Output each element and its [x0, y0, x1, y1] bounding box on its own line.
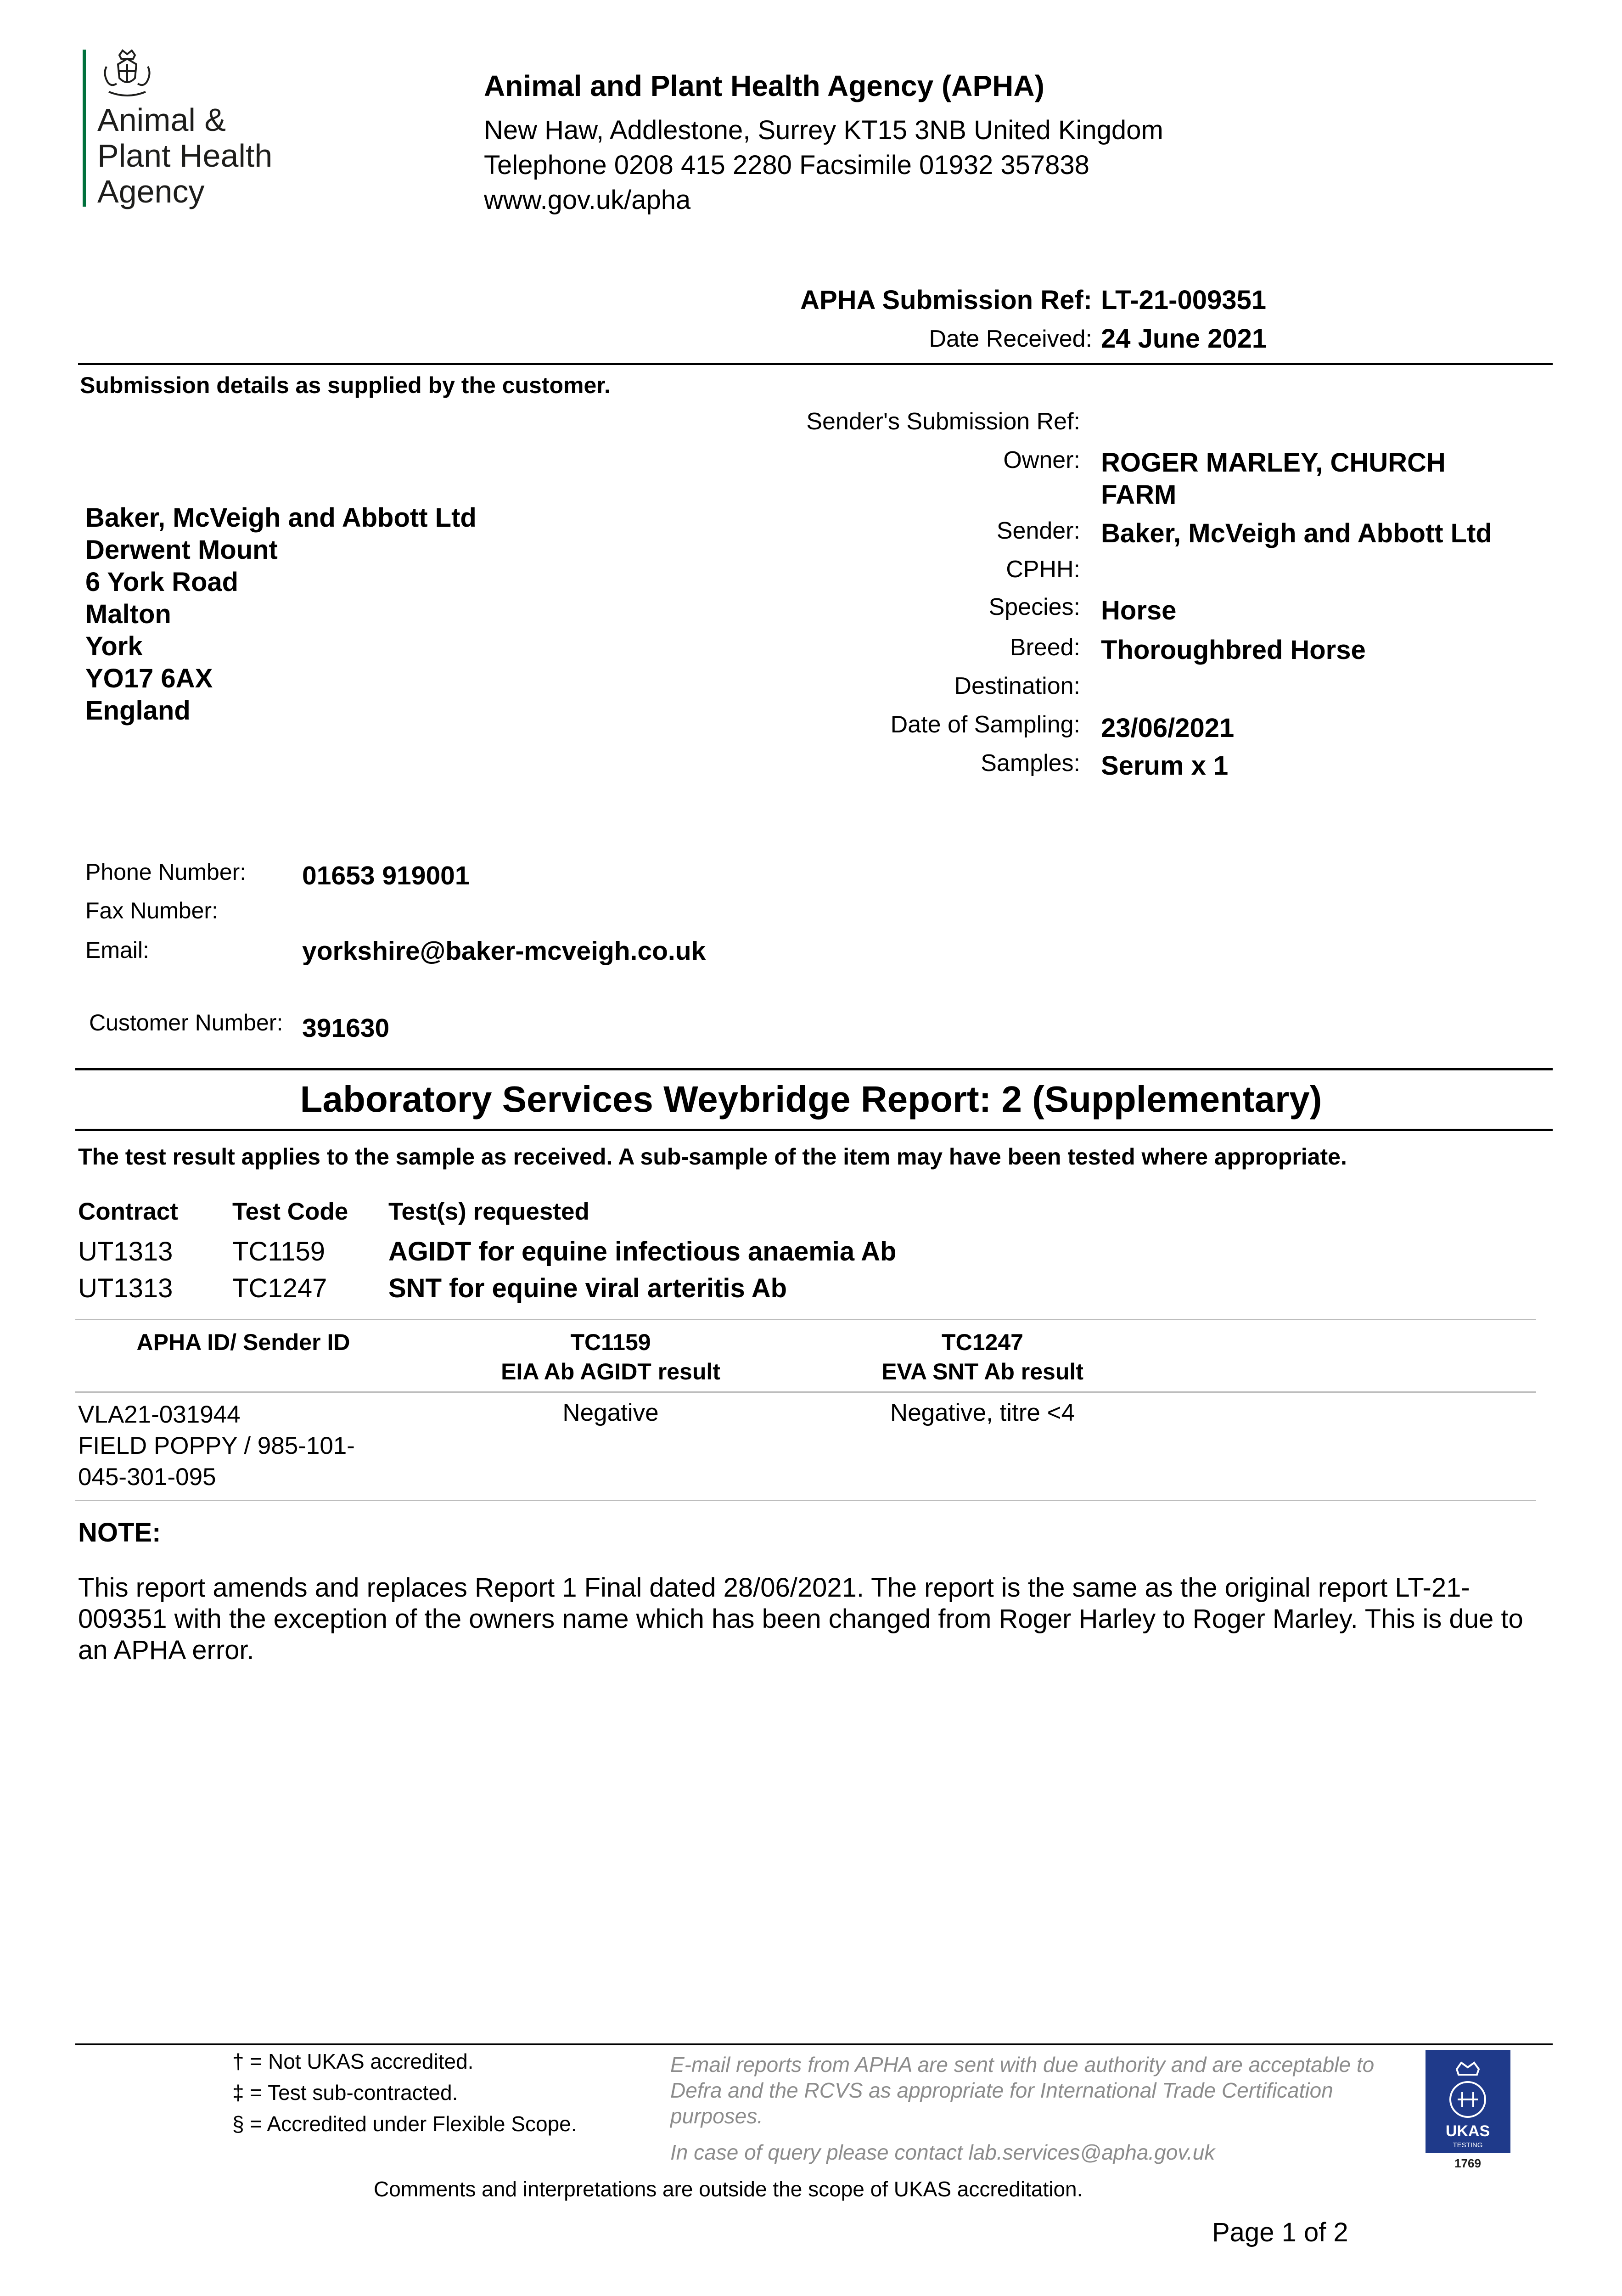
sampling-date-value: 23/06/2021: [1101, 713, 1235, 743]
tests-header-name: Test(s) requested: [388, 1198, 589, 1225]
species-label: Species:: [988, 594, 1080, 620]
breed-label: Breed:: [1010, 634, 1080, 661]
fax-label: Fax Number:: [85, 898, 218, 923]
owner-label: Owner:: [1003, 447, 1080, 473]
logo-line: Plant Health: [97, 138, 273, 174]
footer-key-subcontracted: ‡ = Test sub-contracted.: [232, 2081, 458, 2105]
ukas-number: 1769: [1454, 2156, 1481, 2170]
agency-address: New Haw, Addlestone, Surrey KT15 3NB United Kingdom: [484, 115, 1163, 145]
customer-number-label: Customer Number:: [89, 1010, 283, 1035]
address-line: England: [85, 696, 191, 726]
ukas-sub-label: TESTING: [1453, 2141, 1483, 2149]
sampling-date-label: Date of Sampling:: [890, 711, 1080, 738]
result-apha-id: VLA21-031944: [78, 1401, 241, 1428]
footer-disclaimer: E-mail reports from APHA are sent with due authority and are acceptable to Defra and the RCVS as appropriate for International Trade Certification purposes.: [670, 2053, 1375, 2128]
royal-crest-icon: [97, 46, 157, 100]
note-text: This report amends and replaces Report 1 Final dated 28/06/2021. The report is the same as the original report LT-21-009351 with the exception of the owners name which has been changed from Roger Harley to Roger Marley. This is due to an APHA error.: [78, 1573, 1523, 1665]
date-received-value: 24 June 2021: [1101, 324, 1267, 354]
details-heading: Submission details as supplied by the customer.: [80, 372, 611, 398]
footer-key-not-accredited: † = Not UKAS accredited.: [232, 2049, 474, 2073]
phone-label: Phone Number:: [85, 859, 247, 885]
test-name: SNT for equine viral arteritis Ab: [388, 1273, 787, 1303]
date-received-label: Date Received:: [929, 326, 1092, 352]
report-title: Laboratory Services Weybridge Report: 2 (Supplementary): [300, 1079, 1322, 1120]
submission-ref-value: LT-21-009351: [1101, 285, 1267, 315]
results-header-eva-code: TC1247: [942, 1329, 1023, 1355]
results-header-id: APHA ID/ Sender ID: [136, 1329, 350, 1355]
agency-website[interactable]: www.gov.uk/apha: [484, 185, 691, 215]
results-top-rule: [75, 1319, 1536, 1320]
result-sender-id-cont: 045-301-095: [78, 1463, 216, 1491]
phone-value: 01653 919001: [302, 861, 470, 890]
test-contract: UT1313: [78, 1273, 173, 1303]
results-bottom-rule: [75, 1500, 1536, 1501]
result-eia: Negative: [562, 1399, 659, 1426]
address-line: York: [85, 631, 143, 661]
logo-line: Animal &: [97, 102, 226, 138]
owner-value-line2: FARM: [1101, 480, 1177, 510]
email-label: Email:: [85, 937, 149, 963]
address-line: YO17 6AX: [85, 664, 213, 693]
agency-phone-fax: Telephone 0208 415 2280 Facsimile 01932 357838: [484, 150, 1089, 180]
page-number: Page 1 of 2: [1212, 2217, 1348, 2247]
senders-ref-label: Sender's Submission Ref:: [806, 408, 1080, 435]
destination-label: Destination:: [954, 673, 1080, 699]
ukas-accreditation-icon: [1426, 2050, 1510, 2174]
applies-statement: The test result applies to the sample as received. A sub-sample of the item may have been tested where appropriate.: [78, 1144, 1347, 1170]
sender-label: Sender:: [996, 518, 1080, 544]
address-line: Baker, McVeigh and Abbott Ltd: [85, 503, 477, 533]
result-sender-id: FIELD POPPY / 985-101-: [78, 1432, 355, 1459]
address-line: Malton: [85, 599, 171, 629]
owner-value-line1: ROGER MARLEY, CHURCH: [1101, 448, 1446, 478]
samples-label: Samples:: [981, 750, 1080, 777]
footer-query-contact[interactable]: In case of query please contact lab.services@apha.gov.uk: [670, 2140, 1215, 2164]
address-line: 6 York Road: [85, 567, 239, 597]
note-heading: NOTE:: [78, 1518, 161, 1548]
report-top-divider: [75, 1068, 1553, 1070]
tests-header-code: Test Code: [232, 1198, 348, 1225]
results-header-eva-name: EVA SNT Ab result: [881, 1359, 1083, 1384]
test-code: TC1247: [232, 1273, 327, 1303]
result-eva: Negative, titre <4: [890, 1399, 1075, 1426]
email-value[interactable]: yorkshire@baker-mcveigh.co.uk: [302, 936, 706, 966]
footer-divider: [75, 2043, 1553, 2045]
agency-name: Animal and Plant Health Agency (APHA): [484, 69, 1044, 102]
customer-number-value: 391630: [302, 1013, 390, 1043]
logo-wordmark: [97, 102, 272, 209]
samples-value: Serum x 1: [1101, 751, 1229, 781]
test-code: TC1159: [232, 1237, 326, 1266]
cphh-label: CPHH:: [1006, 556, 1080, 583]
header-divider: [78, 363, 1553, 365]
test-contract: UT1313: [78, 1237, 173, 1266]
footer-ukas-scope: Comments and interpretations are outside the scope of UKAS accreditation.: [374, 2177, 1083, 2201]
submission-ref-label: APHA Submission Ref:: [800, 285, 1092, 315]
test-name: AGIDT for equine infectious anaemia Ab: [388, 1237, 897, 1266]
sender-value: Baker, McVeigh and Abbott Ltd: [1101, 518, 1492, 548]
footer-key-flexible-scope: § = Accredited under Flexible Scope.: [232, 2112, 577, 2136]
breed-value: Thoroughbred Horse: [1101, 635, 1366, 665]
address-line: Derwent Mount: [85, 535, 278, 565]
tests-header-contract: Contract: [78, 1198, 178, 1225]
results-header-rule: [75, 1391, 1536, 1393]
results-header-eia-code: TC1159: [570, 1329, 651, 1355]
species-value: Horse: [1101, 596, 1177, 625]
report-bottom-divider: [75, 1129, 1553, 1131]
results-header-eia-name: EIA Ab AGIDT result: [501, 1359, 720, 1384]
ukas-label: UKAS: [1445, 2122, 1490, 2140]
logo-bar: [83, 50, 86, 207]
logo-line: Agency: [97, 174, 205, 209]
